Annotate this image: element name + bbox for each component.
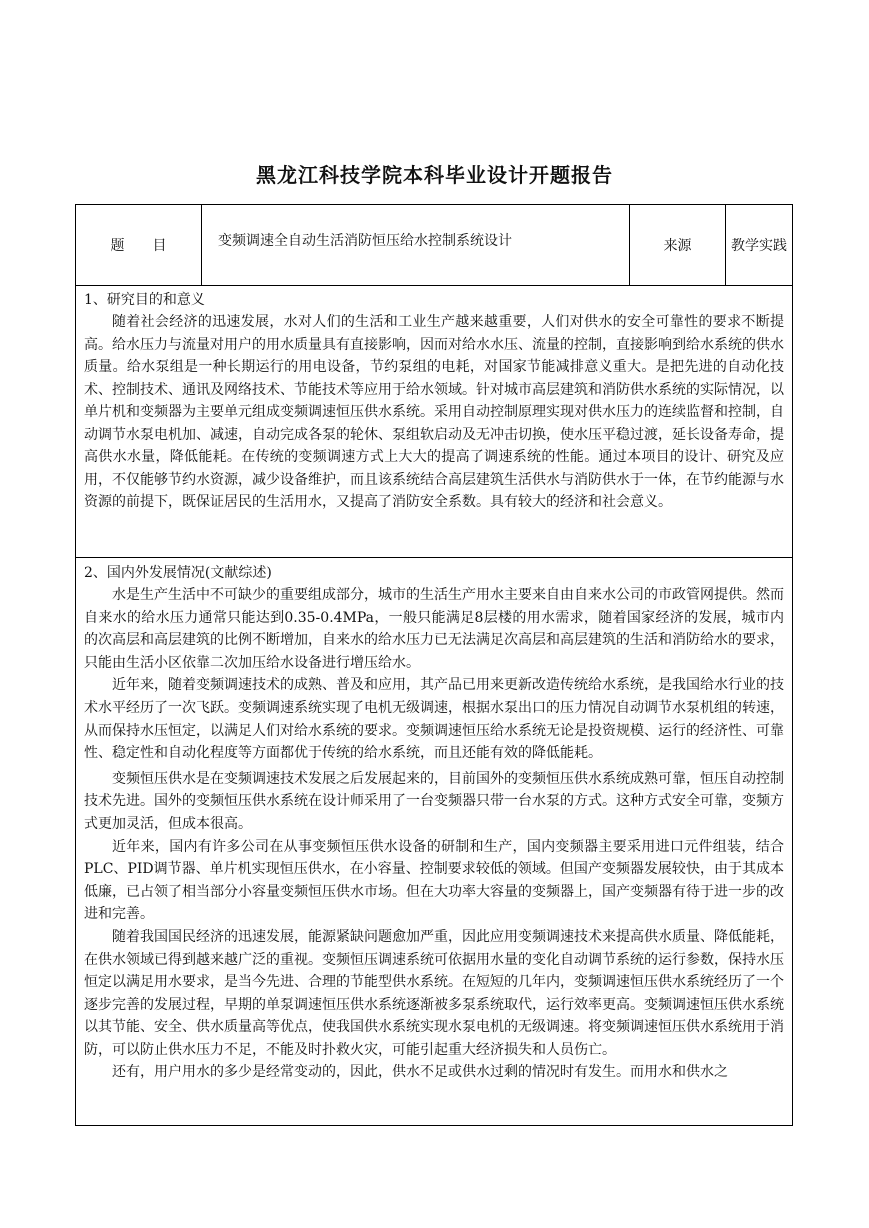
section-heading: 1、研究目的和意义	[84, 292, 205, 308]
topic-value-cell	[202, 205, 630, 285]
paragraph: 变频恒压供水是在变频调速技术发展之后发展起来的，目前国外的变频恒压供水系统成熟可靠，恒压自动控制技术先进。国外的变频恒压供水系统在设计师采用了一台变频器只带一台水泵的方式。这种方式安全可靠，变频方式更加灵活，但成本很高。	[84, 770, 784, 832]
paragraph: 还有，用户用水的多少是经常变动的，因此，供水不足或供水过剩的情况时有发生。而用水和供水之	[112, 1064, 728, 1081]
section-purpose	[76, 286, 792, 558]
paragraph: 随着社会经济的迅速发展，水对人们的生活和工业生产越来越重要，人们对供水的安全可靠性的要求不断提高。给水压力与流量对用户的用水质量具有直接影响，因而对给水水压、流量的控制，直接影响到给水系统的供水质量。给水泵组是一种长期运行的用电设备，节约泵组的电耗，对国家节能减排意义重大。是把先进的自动化技术、控制技术、通讯及网络技术、节能技术等应用于给水领域。针对城市高层建筑和消防供水系统的实际情况，以单片机和变频器为主要单元组成变频调速恒压供水系统。采用自动控制原理实现对供水压力的连续监督和控制，自动调节水泵电机加、减速，自动完成各泵的轮休、泵组软启动及无冲击切换，使水压平稳过渡，延长设备寿命，提高供水水量，降低能耗。在传统的变频调速方式上大大的提高了调速系统的性能。通过本项目的设计、研究及应用，不仅能够节约水资源，减少设备维护，而且该系统结合高层建筑生活供水与消防供水于一体，在节约能源与水资源的前提下，既保证居民的生活用水，又提高了消防安全系数。具有较大的经济和社会意义。	[84, 314, 784, 510]
section-literature-review	[76, 559, 792, 1126]
report-table	[75, 204, 793, 1126]
paragraph: 水是生产生活中不可缺少的重要组成部分，城市的生活生产用水主要来自由自来水公司的市政管网提供。然而自来水的给水压力通常只能达到0.35-0.4MPa，一般只能满足8层楼的用水需求，随着国家经济的发展，城市内的次高层和高层建筑的比例不断增加，自来水的给水压力已无法满足次高层和高层建筑的生活和消防给水的要求，只能由生活小区依靠二次加压给水设备进行增压给水。	[84, 587, 784, 671]
source-label: 来源	[663, 238, 692, 254]
source-value-cell	[726, 205, 792, 285]
document-title: 黑龙江科技学院本科毕业设计开题报告	[256, 163, 613, 187]
source-value: 教学实践	[731, 238, 787, 254]
paragraph: 随着我国国民经济的迅速发展，能源紧缺问题愈加严重，因此应用变频调速技术来提高供水质量、降低能耗，在供水领域已得到越来越广泛的重视。变频恒压调速系统可依据用水量的变化自动调节系统的运行参数，保持水压恒定以满足用水要求，是当今先进、合理的节能型供水系统。在短短的几年内，变频调速恒压供水系统经历了一个逐步完善的发展过程，早期的单泵调速恒压供水系统逐渐被多泵系统取代，运行效率更高。变频调速恒压供水系统以其节能、安全、供水质量高等优点，使我国供水系统实现水泵电机的无级调速。将变频调速恒压供水系统用于消防，可以防止供水压力不足，不能及时扑救火灾，可能引起重大经济损失和人员伤亡。	[84, 928, 784, 1058]
topic-value: 变频调速全自动生活消防恒压给水控制系统设计	[218, 233, 512, 249]
topic-row	[76, 205, 792, 286]
topic-label: 题 目	[110, 238, 167, 254]
section-heading: 2、国内外发展情况(文献综述)	[84, 565, 272, 581]
paragraph: 近年来，国内有许多公司在从事变频恒压供水设备的研制和生产，国内变频器主要采用进口元件组装，结合PLC、PID调节器、单片机实现恒压供水，在小容量、控制要求较低的领域。但国产变频器发展较快，由于其成本低廉，已占领了相当部分小容量变频恒压供水市场。但在大功率大容量的变频器上，国产变频器有待于进一步的改进和完善。	[84, 838, 784, 923]
paragraph: 近年来，随着变频调速技术的成熟、普及和应用，其产品已用来更新改造传统给水系统，是我国给水行业的技术水平经历了一次飞跃。变频调速系统实现了电机无级调速，根据水泵出口的压力情况自动调节水泵机组的转速，从而保持水压恒定，以满足人们对给水系统的要求。变频调速恒压给水系统无论是投资规模、运行的经济性、可靠性、稳定性和自动化程度等方面都优于传统的给水系统，而且还能有效的降低能耗。	[84, 677, 784, 762]
source-label-cell	[630, 205, 726, 285]
topic-label-cell	[76, 205, 202, 285]
